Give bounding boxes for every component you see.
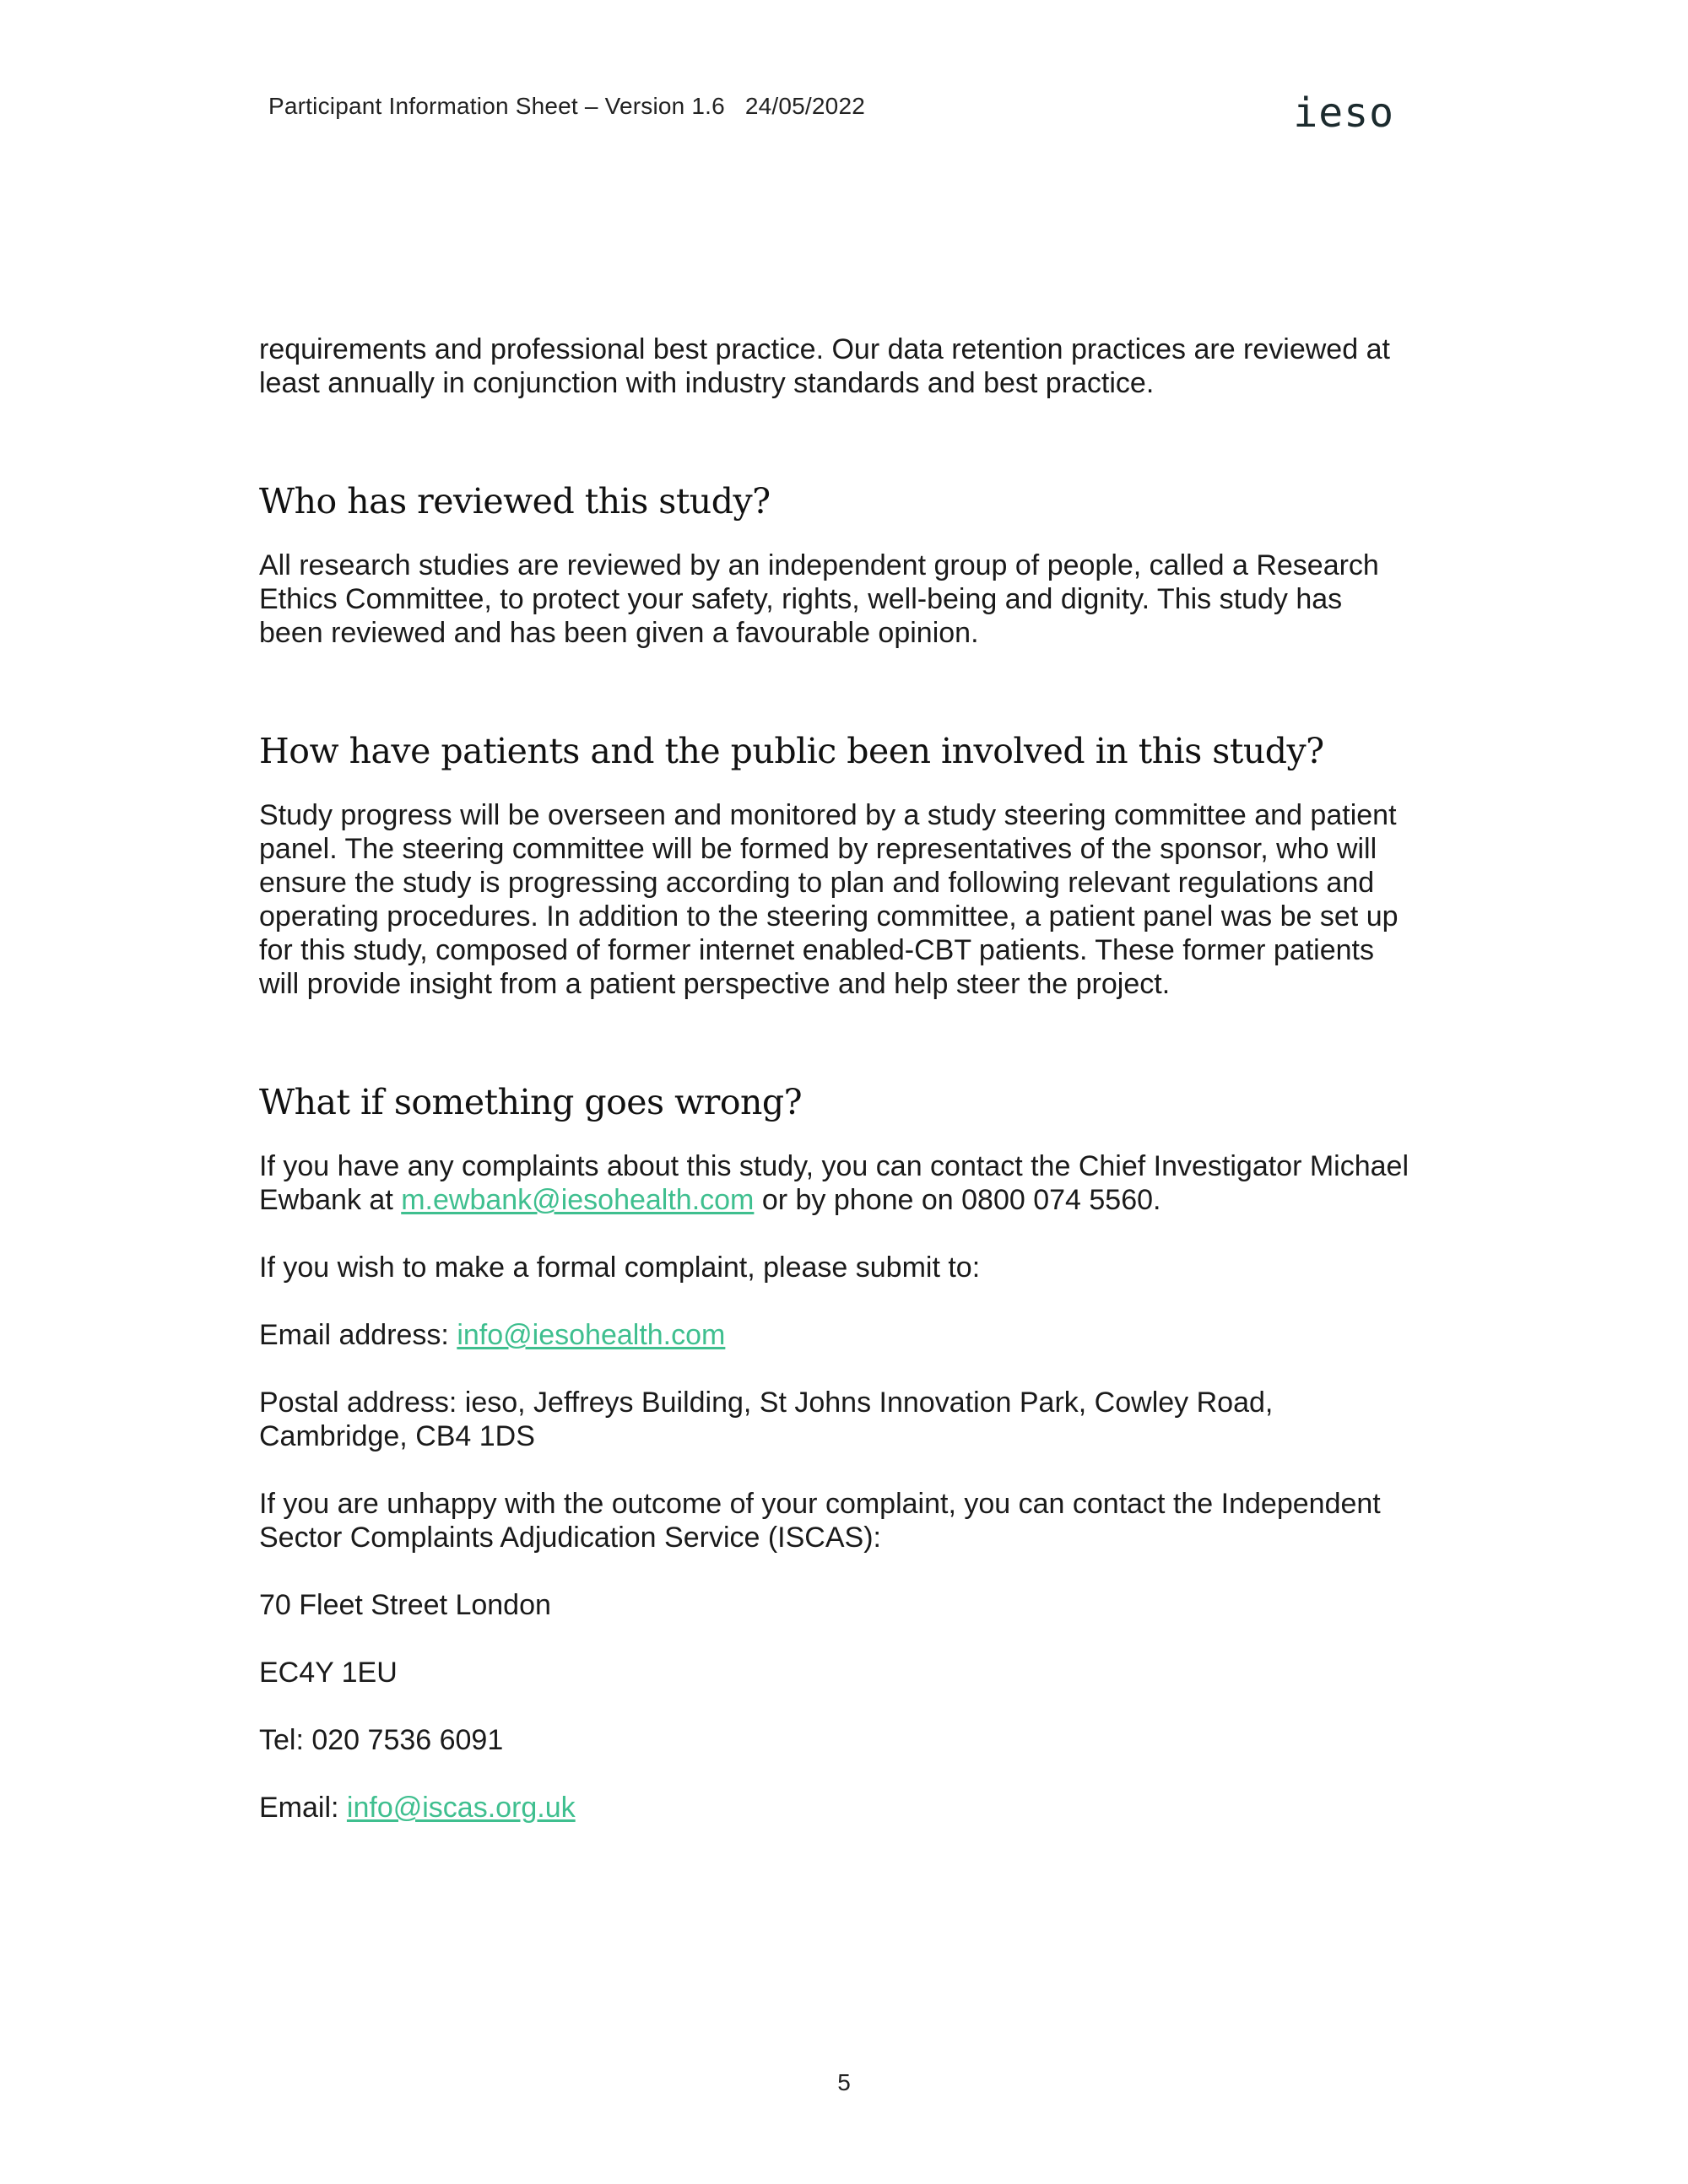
paragraph-line: All research studies are reviewed by an independent group of people, called a Research: [259, 549, 1379, 581]
page-header: [268, 89, 1409, 143]
ieso-logo: ieso: [1293, 89, 1394, 137]
paragraph-line: for this study, composed of former internet enabled-CBT patients. These former patients: [259, 934, 1374, 966]
iscas-email-label: Email:: [259, 1792, 347, 1824]
iscas-street: 70 Fleet Street London: [259, 1589, 551, 1621]
paragraph-line: panel. The steering committee will be formed by representatives of the sponsor, who will: [259, 833, 1377, 865]
email-address-line: [259, 1318, 1441, 1352]
retention-paragraph: [259, 332, 1441, 400]
heading-who-reviewed: Who has reviewed this study?: [259, 481, 771, 522]
complaint-paragraph: [259, 1149, 1441, 1217]
paragraph-line: If you have any complaints about this study, you can contact the Chief Investigator Michael: [259, 1150, 1409, 1182]
paragraph-line: Postal address: ieso, Jeffreys Building, St Johns Innovation Park, Cowley Road,: [259, 1387, 1274, 1419]
page-number: 5: [837, 2069, 851, 2095]
postal-address: [259, 1386, 1441, 1453]
document-body: [259, 332, 1441, 1825]
paragraph-line: If you are unhappy with the outcome of your complaint, you can contact the Independent: [259, 1488, 1381, 1520]
paragraph-line: will provide insight from a patient perspective and help steer the project.: [259, 968, 1171, 1000]
iscas-email-line: [259, 1791, 1441, 1825]
chief-investigator-email-link[interactable]: m.ewbank@iesohealth.com: [401, 1184, 755, 1216]
iscas-telephone: Tel: 020 7536 6091: [259, 1724, 504, 1756]
paragraph-line: Cambridge, CB4 1DS: [259, 1420, 535, 1452]
paragraph-line: ensure the study is progressing according to plan and following relevant regulations and: [259, 867, 1375, 899]
paragraph-line: Study progress will be overseen and monitored by a study steering committee and patient: [259, 799, 1397, 831]
header-title: Participant Information Sheet – Version 1.6 24/05/2022: [268, 93, 865, 119]
complaint-suffix: or by phone on 0800 074 5560.: [754, 1184, 1161, 1216]
review-paragraph: [259, 549, 1441, 650]
paragraph-line: Sector Complaints Adjudication Service (ISCAS):: [259, 1522, 881, 1554]
paragraph-line: operating procedures. In addition to the steering committee, a patient panel was be set up: [259, 900, 1399, 933]
paragraph-line: been reviewed and has been given a favourable opinion.: [259, 617, 979, 649]
paragraph-line: [259, 1183, 1441, 1217]
public-paragraph: [259, 798, 1441, 1001]
ieso-email-link[interactable]: info@iesohealth.com: [457, 1319, 726, 1351]
paragraph-line: requirements and professional best practice. Our data retention practices are reviewed at: [259, 333, 1390, 365]
iscas-postcode: EC4Y 1EU: [259, 1657, 398, 1689]
formal-complaint-intro: If you wish to make a formal complaint, please submit to:: [259, 1251, 981, 1284]
iscas-paragraph: [259, 1487, 1441, 1554]
email-label: Email address:: [259, 1319, 457, 1351]
paragraph-line: Ethics Committee, to protect your safety, rights, well-being and dignity. This study has: [259, 583, 1343, 615]
heading-something-wrong: What if something goes wrong?: [259, 1082, 803, 1122]
heading-public-involvement: How have patients and the public been involved in this study?: [259, 731, 1324, 771]
iscas-email-link[interactable]: info@iscas.org.uk: [346, 1792, 576, 1824]
complaint-prefix: Ewbank at: [259, 1184, 402, 1216]
paragraph-line: least annually in conjunction with industry standards and best practice.: [259, 367, 1155, 399]
